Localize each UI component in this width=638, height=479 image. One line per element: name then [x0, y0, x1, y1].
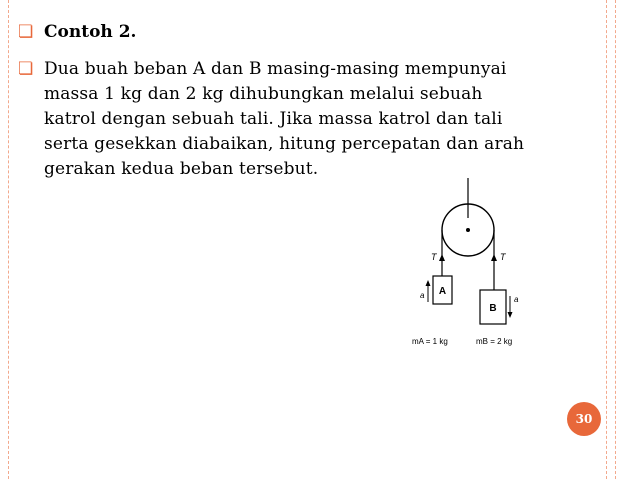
- tension-label-right: T: [500, 252, 506, 262]
- paragraph-row: [18, 57, 584, 182]
- pulley-axle: [466, 228, 470, 232]
- bullet-icon: ❏: [18, 59, 34, 79]
- accel-label-a: a: [420, 291, 425, 300]
- block-b-label: B: [489, 303, 497, 314]
- text-line: katrol dengan sebuah tali. Jika massa katrol dan tali: [44, 109, 503, 129]
- tension-arrow-left: [439, 254, 445, 261]
- text-line: serta gesekkan diabaikan, hitung percepatan dan arah: [44, 134, 525, 154]
- text-line: Dua buah beban A dan B masing-masing mempunyai: [44, 59, 507, 79]
- right-decorative-border: [606, 0, 616, 479]
- mass-a-label: mA = 1 kg: [412, 337, 448, 346]
- block-a-label: A: [438, 286, 447, 297]
- tension-label-left: T: [431, 252, 437, 262]
- accel-arrowhead-b: [508, 312, 513, 318]
- text-line: massa 1 kg dan 2 kg dihubungkan melalui sebuah: [44, 84, 483, 104]
- text-line: gerakan kedua beban tersebut.: [44, 159, 319, 179]
- bullet-icon: ❏: [18, 22, 34, 42]
- accel-label-b: a: [514, 295, 519, 304]
- heading-row: [18, 20, 136, 45]
- left-decorative-border: [0, 0, 9, 479]
- mass-b-label: mB = 2 kg: [476, 337, 513, 346]
- slide-heading: Contoh 2.: [44, 22, 137, 42]
- tension-arrow-right: [491, 254, 497, 261]
- accel-arrowhead-a: [426, 280, 431, 286]
- pulley-diagram: [400, 178, 540, 348]
- page-number-badge: 30: [567, 402, 601, 436]
- problem-text: [44, 57, 584, 182]
